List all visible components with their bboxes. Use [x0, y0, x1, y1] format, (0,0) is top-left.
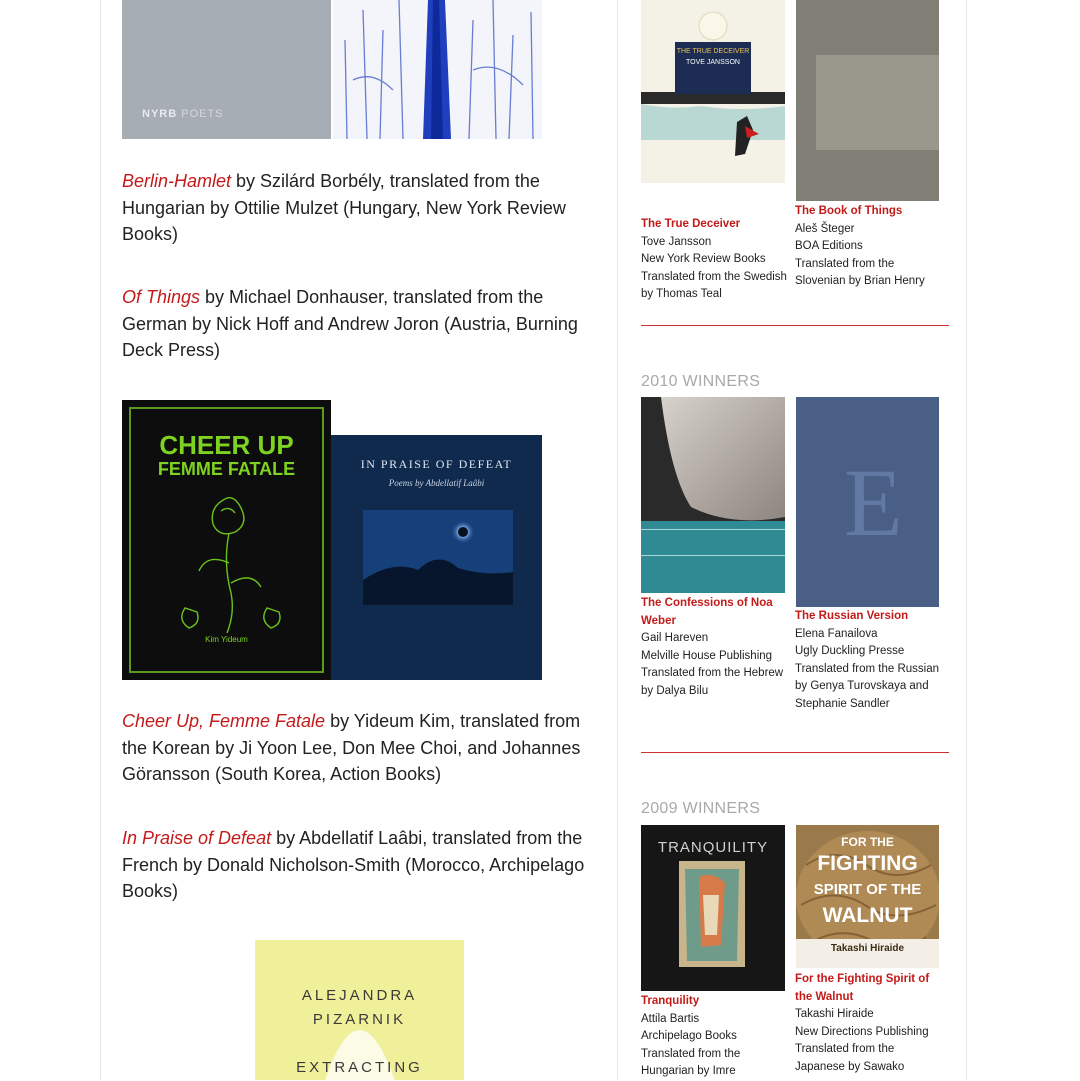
content-divider	[617, 0, 618, 1080]
entry-description: by Yideum Kim, translated from the Korean by Ji Yoon Lee, Don Mee Choi, and Johannes Göransson (South Korea, Action Books)	[122, 711, 581, 784]
cover-berlin-hamlet[interactable]	[122, 0, 331, 139]
book-russian-version	[795, 608, 943, 714]
entry-title-link[interactable]: In Praise of Defeat	[122, 828, 272, 848]
cover-true-deceiver[interactable]	[641, 0, 785, 183]
entry-cheer-up	[122, 708, 592, 788]
book-translation: Translated from the Hungarian by Imre	[641, 1047, 741, 1078]
book-publisher: New York Review Books	[641, 253, 766, 266]
cover-confessions-noa-weber[interactable]	[641, 397, 785, 593]
book-publisher: Melville House Publishing	[641, 649, 773, 662]
book-title-link[interactable]: For the Fighting Spirit of the Walnut	[795, 973, 930, 1003]
book-title-link[interactable]: The Confessions of Noa Weber	[641, 597, 773, 627]
book-author: Aleš Šteger	[795, 222, 855, 235]
book-title-link[interactable]: The True Deceiver	[641, 218, 741, 230]
entry-title-link[interactable]: Berlin-Hamlet	[122, 171, 232, 191]
book-translation: Translated from the Japanese by Sawako	[795, 1043, 905, 1073]
entry-description: by Szilárd Borbély, translated from the Hungarian by Ottilie Mulzet (Hungary, New York Review Books)	[122, 171, 566, 244]
book-tranquility	[641, 993, 789, 1081]
book-translation: Translated from the Hebrew by Dalya Bilu	[641, 667, 784, 697]
cover-label: THE TRUE DECEIVER TOVE JANSSON	[675, 42, 751, 94]
cover-tranquility[interactable]	[641, 825, 785, 991]
cover-panel	[816, 55, 939, 150]
cover-fighting-spirit-walnut[interactable]	[796, 825, 939, 968]
cover-title: CHEER UP FEMME FATALE	[157, 430, 296, 479]
entry-description: by Michael Donhauser, translated from the German by Nick Hoff and Andrew Joron (Austria, Burning Deck Press)	[122, 287, 578, 360]
book-author: Gail Hareven	[641, 632, 709, 645]
book-fighting-spirit-walnut	[795, 971, 943, 1077]
content-border-right	[966, 0, 967, 1080]
book-true-deceiver	[641, 216, 789, 304]
entry-title-link[interactable]: Cheer Up, Femme Fatale	[122, 711, 326, 731]
cover-cheer-up-femme-fatale[interactable]	[122, 400, 331, 680]
cover-text: ALEJANDRA PIZARNIK EXTRACTING	[296, 987, 423, 1076]
cover-letter: E	[844, 449, 903, 556]
section-divider	[641, 752, 949, 753]
year-heading-2010: 2010 WINNERS	[641, 373, 761, 390]
book-translation: Translated from the Swedish by Thomas Teal	[641, 270, 787, 301]
book-book-of-things	[795, 203, 943, 291]
book-title-link[interactable]: The Book of Things	[795, 205, 903, 217]
book-publisher: BOA Editions	[795, 240, 863, 253]
book-author: Attila Bartis	[641, 1012, 700, 1025]
cover-russian-version[interactable]	[796, 397, 939, 607]
section-divider	[641, 325, 949, 326]
cover-in-praise-of-defeat[interactable]	[331, 435, 542, 680]
cover-of-things-art	[333, 0, 542, 139]
book-confessions-noa-weber	[641, 595, 789, 701]
book-translation: Translated from the Russian by Genya Turovskaya and Stephanie Sandler	[795, 662, 940, 710]
entry-in-praise-of-defeat	[122, 825, 592, 905]
cover-of-things[interactable]	[333, 0, 542, 139]
entry-title-link[interactable]: Of Things	[122, 287, 201, 307]
cover-publisher-mark: NYRB POETS	[142, 108, 224, 120]
book-publisher: Ugly Duckling Presse	[795, 645, 905, 658]
eclipse-image	[363, 510, 513, 605]
cover-painting	[641, 825, 785, 991]
book-publisher: New Directions Publishing	[795, 1025, 929, 1038]
book-title-link[interactable]: The Russian Version	[795, 610, 909, 622]
book-author: Elena Fanailova	[795, 627, 878, 640]
content-border-left	[100, 0, 101, 1080]
book-translation: Translated from the Slovenian by Brian Henry	[795, 257, 925, 288]
book-title-link[interactable]: Tranquility	[641, 995, 700, 1007]
cover-art	[641, 397, 785, 593]
cover-subtitle: Poems by Abdellatif Laâbi	[388, 478, 485, 488]
cover-title: TRANQUILITY	[657, 839, 769, 856]
entry-berlin-hamlet	[122, 168, 592, 248]
entry-description: by Abdellatif Laâbi, translated from the French by Donald Nicholson-Smith (Morocco, Archipelago Books)	[122, 828, 585, 901]
cover-pizarnik[interactable]	[255, 940, 464, 1080]
book-author: Tove Jansson	[641, 235, 712, 248]
cover-title: FOR THE FIGHTING SPIRIT OF THE WALNUT	[813, 835, 922, 927]
cover-author: Takashi Hiraide	[830, 943, 905, 954]
cover-author: Kim Yideum	[205, 635, 248, 644]
book-publisher: Archipelago Books	[641, 1030, 737, 1043]
cover-book-of-things[interactable]	[796, 0, 939, 201]
cover-title: IN PRAISE OF DEFEAT	[360, 457, 513, 471]
year-heading-2009: 2009 WINNERS	[641, 800, 761, 817]
entry-of-things	[122, 284, 592, 364]
book-author: Takashi Hiraide	[795, 1008, 874, 1021]
